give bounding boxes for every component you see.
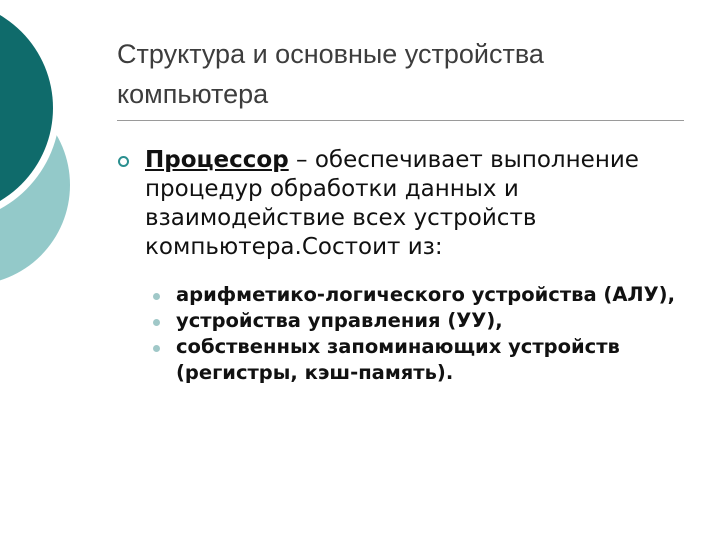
sub-bullet-text: собственных запоминающих устройств (регистры, кэш-память). xyxy=(176,335,620,384)
sub-bullet-list xyxy=(150,282,705,386)
dot-bullet-icon xyxy=(153,293,160,300)
slide-title: Структура и основные устройства компьютера xyxy=(117,39,544,109)
dot-bullet-icon xyxy=(153,345,160,352)
main-bullet-text: – обеспечивает выполнение процедур обработки данных и взаимодействие всех устройств компьютера.Состоит из: xyxy=(145,147,639,260)
sub-bullet-item xyxy=(150,308,705,334)
decorative-circles xyxy=(0,0,120,300)
dot-bullet-icon xyxy=(153,319,160,326)
ring-bullet-icon xyxy=(118,156,129,167)
title-divider xyxy=(117,120,684,121)
main-bullet-term: Процессор xyxy=(145,147,289,173)
sub-bullet-text: арифметико-логического устройства (АЛУ), xyxy=(176,283,675,306)
sub-bullet-item xyxy=(150,334,705,386)
sub-bullet-text: устройства управления (УУ), xyxy=(176,309,503,332)
sub-bullet-item xyxy=(150,282,705,308)
main-bullet xyxy=(145,146,705,262)
